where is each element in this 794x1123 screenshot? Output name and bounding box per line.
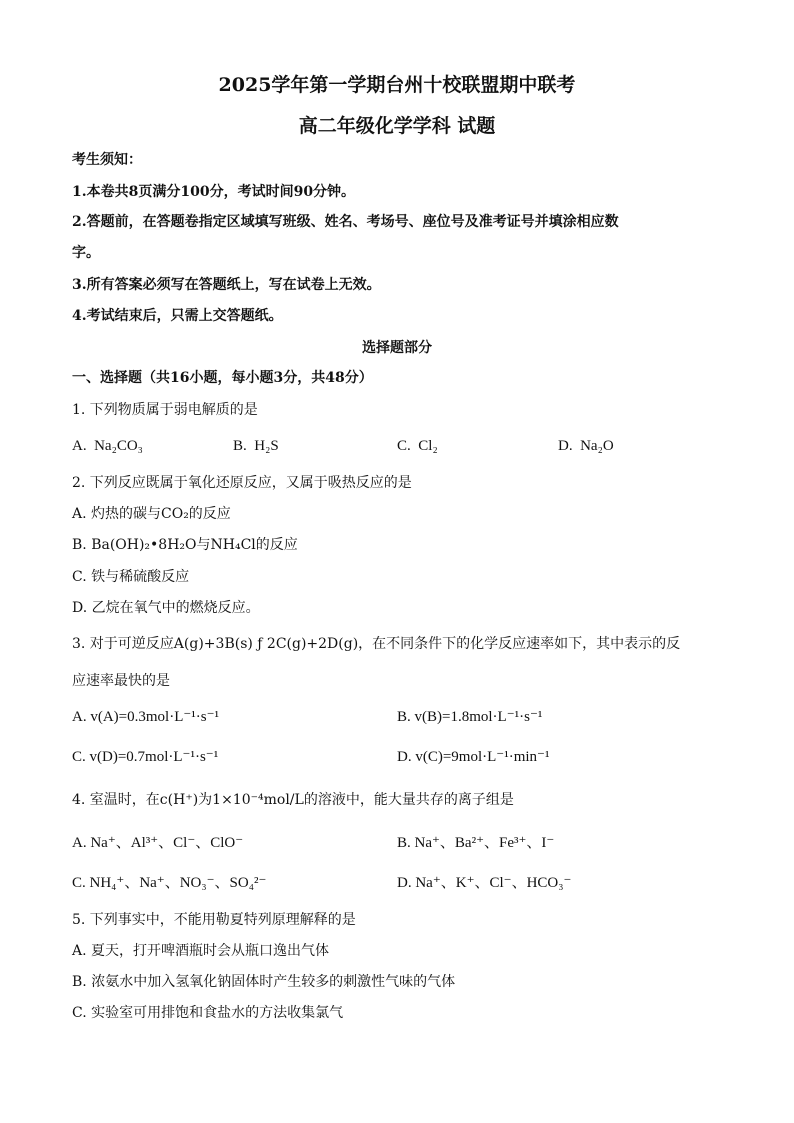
question-2-stem: 2. 下列反应既属于氧化还原反应，又属于吸热反应的是 [72, 475, 412, 491]
notice-item: 1.本卷共8页满分100分，考试时间90分钟。 [72, 184, 356, 200]
question-4-option-d: D. Na⁺、K⁺、Cl⁻、HCO₃⁻ [397, 875, 572, 891]
question-3-option-c: C. v(D)=0.7mol·L⁻¹·s⁻¹ [72, 749, 219, 765]
question-4-stem: 4. 室温时，在c(H⁺)为1×10⁻⁴mol/L的溶液中，能大量共存的离子组是 [72, 792, 514, 808]
notice-item: 2.答题前，在答题卷指定区域填写班级、姓名、考场号、座位号及准考证号并填涂相应数 [72, 214, 619, 230]
question-3-stem: 3. 对于可逆反应A(g)+3B(s) ƒ 2C(g)+2D(g)，在不同条件下的化学反应速率如下，其中表示的反 [72, 636, 681, 652]
notice-item: 4.考试结束后，只需上交答题纸。 [72, 308, 283, 324]
exam-title: 2025学年第一学期台州十校联盟期中联考 [218, 74, 576, 96]
exam-subtitle: 高二年级化学学科 试题 [298, 115, 496, 137]
question-5-stem: 5. 下列事实中，不能用勒夏特列原理解释的是 [72, 912, 356, 928]
question-2-option-b: B. Ba(OH)₂•8H₂O与NH₄Cl的反应 [72, 537, 298, 553]
question-1-stem: 1. 下列物质属于弱电解质的是 [72, 402, 258, 418]
question-1-option-c: C. Cl₂ [397, 438, 438, 454]
question-1-option-d: D. Na₂O [558, 438, 614, 454]
question-5-option-c: C. 实验室可用排饱和食盐水的方法收集氯气 [72, 1005, 344, 1021]
part-title: 一、选择题（共16小题，每小题3分，共48分） [72, 370, 373, 386]
question-5-option-b: B. 浓氨水中加入氢氧化钠固体时产生较多的刺激性气味的气体 [72, 974, 456, 990]
question-2-option-d: D. 乙烷在氧气中的燃烧反应。 [72, 600, 260, 616]
question-4-option-b: B. Na⁺、Ba²⁺、Fe³⁺、I⁻ [397, 835, 555, 851]
question-3-option-d: D. v(C)=9mol·L⁻¹·min⁻¹ [397, 749, 550, 765]
question-1-option-b: B. H₂S [233, 438, 279, 454]
question-4-option-a: A. Na⁺、Al³⁺、Cl⁻、ClO⁻ [72, 835, 244, 851]
question-2-option-a: A. 灼热的碳与CO₂的反应 [72, 506, 231, 522]
question-3-option-a: A. v(A)=0.3mol·L⁻¹·s⁻¹ [72, 709, 220, 725]
question-2-option-c: C. 铁与稀硫酸反应 [72, 569, 190, 585]
question-3-stem-cont: 应速率最快的是 [72, 673, 170, 689]
question-3-option-b: B. v(B)=1.8mol·L⁻¹·s⁻¹ [397, 709, 543, 725]
notice-heading: 考生须知： [72, 152, 142, 168]
question-4-option-c: C. NH₄⁺、Na⁺、NO₃⁻、SO₄²⁻ [72, 875, 267, 891]
notice-item: 3.所有答案必须写在答题纸上，写在试卷上无效。 [72, 277, 381, 293]
section-title: 选择题部分 [362, 340, 432, 356]
question-1-option-a: A. Na₂CO₃ [72, 438, 143, 454]
notice-item: 字。 [72, 245, 100, 261]
question-5-option-a: A. 夏天，打开啤酒瓶时会从瓶口逸出气体 [72, 943, 330, 959]
